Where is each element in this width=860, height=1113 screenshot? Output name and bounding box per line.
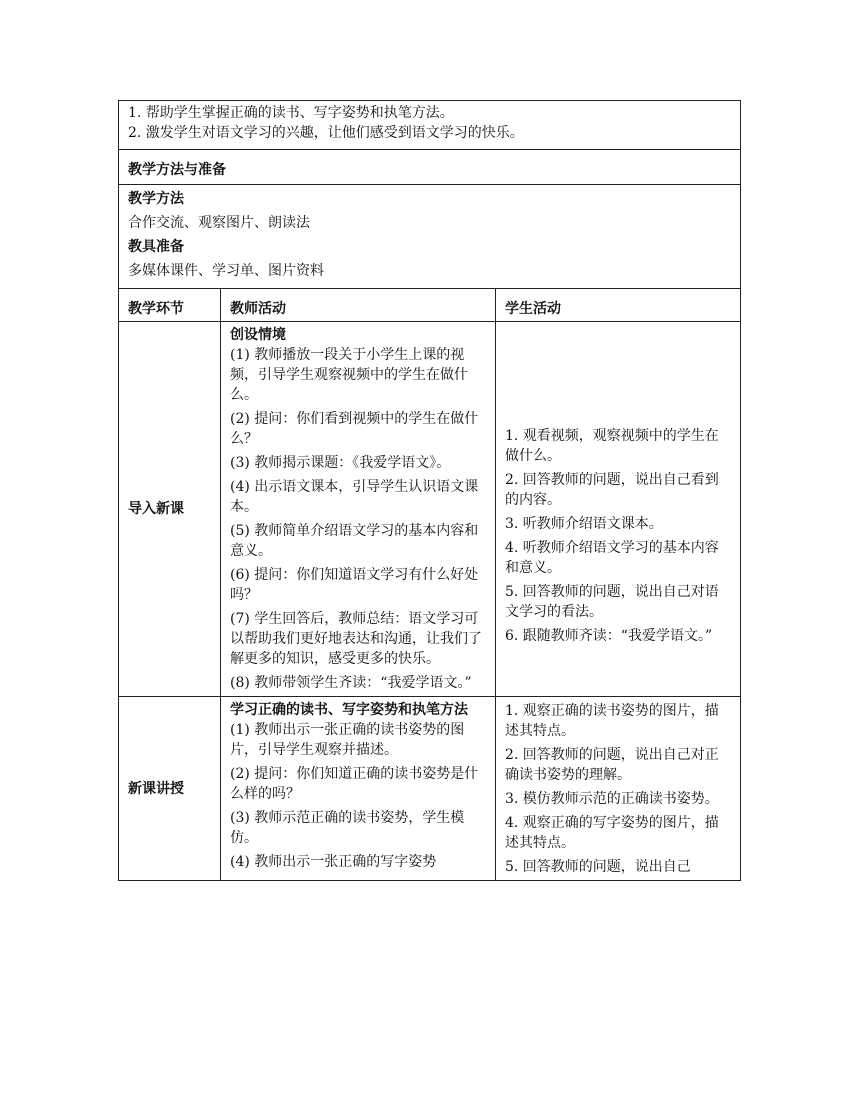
goals-row (119, 101, 741, 150)
list-item: (5) 教师简单介绍语文学习的基本内容和意义。 (230, 523, 479, 559)
list-item: 5. 回答教师的问题，说出自己对语文学习的看法。 (505, 584, 719, 620)
methods-section-title: 教学方法与准备 (119, 150, 741, 185)
stage-cell: 导入新课 (119, 322, 221, 697)
header-student: 学生活动 (496, 289, 741, 322)
list-item: (1) 教师播放一段关于小学生上课的视频，引导学生观察视频中的学生在做什么。 (230, 347, 468, 403)
methods-cell (119, 185, 741, 289)
table-row (119, 322, 741, 697)
student-activity-cell (496, 322, 741, 697)
header-stage: 教学环节 (119, 289, 221, 322)
list-item: 2. 回答教师的问题，说出自己看到的内容。 (505, 472, 719, 508)
list-item: 1. 观看视频，观察视频中的学生在做什么。 (505, 428, 719, 464)
list-item: (2) 提问：你们看到视频中的学生在做什么？ (230, 411, 479, 447)
table-row (119, 697, 741, 881)
teaching-method-heading: 教学方法 (128, 191, 184, 207)
list-item: 6. 跟随教师齐读：“我爱学语文。” (505, 628, 713, 644)
goal-item: 1. 帮助学生掌握正确的读书、写字姿势和执笔方法。 (128, 105, 454, 121)
list-item: (8) 教师带领学生齐读：“我爱学语文。” (230, 675, 472, 691)
header-teacher: 教师活动 (221, 289, 496, 322)
stage-cell: 新课讲授 (119, 697, 221, 881)
list-item: 2. 回答教师的问题，说出自己对正确读书姿势的理解。 (505, 747, 719, 783)
list-item: (6) 提问：你们知道语文学习有什么好处吗？ (230, 567, 479, 603)
teacher-activity-cell (221, 697, 496, 881)
lesson-plan-document (118, 100, 741, 881)
teaching-prep-heading: 教具准备 (128, 239, 184, 255)
list-item: (4) 教师出示一张正确的写字姿势 (230, 854, 437, 870)
list-item: 3. 模仿教师示范的正确读书姿势。 (505, 791, 719, 807)
list-item: (2) 提问：你们知道正确的读书姿势是什么样的吗？ (230, 766, 479, 802)
teacher-activity-title: 学习正确的读书、写字姿势和执笔方法 (230, 702, 468, 718)
teaching-method-text: 合作交流、观察图片、朗读法 (128, 215, 310, 231)
methods-title-row (119, 150, 741, 185)
teacher-activity-cell (221, 322, 496, 697)
list-item: 3. 听教师介绍语文课本。 (505, 516, 663, 532)
list-item: 1. 观察正确的读书姿势的图片，描述其特点。 (505, 703, 719, 739)
list-item: (3) 教师揭示课题：《我爱学语文》。 (230, 455, 451, 471)
list-item: 4. 观察正确的写字姿势的图片，描述其特点。 (505, 815, 719, 851)
list-item: 5. 回答教师的问题，说出自己 (505, 859, 691, 875)
list-item: (7) 学生回答后，教师总结：语文学习可以帮助我们更好地表达和沟通，让我们了解更多的知识，感受更多的快乐。 (230, 611, 482, 667)
goal-item: 2. 激发学生对语文学习的兴趣，让他们感受到语文学习的快乐。 (128, 125, 524, 141)
list-item: (3) 教师示范正确的读书姿势，学生模仿。 (230, 810, 465, 846)
list-item: (4) 出示语文课本，引导学生认识语文课本。 (230, 479, 479, 515)
list-item: (1) 教师出示一张正确的读书姿势的图片，引导学生观察并描述。 (230, 722, 465, 758)
list-item: 4. 听教师介绍语文学习的基本内容和意义。 (505, 540, 719, 576)
table-header-row (119, 289, 741, 322)
student-activity-cell (496, 697, 741, 881)
lesson-plan-table (118, 100, 741, 881)
teaching-prep-text: 多媒体课件、学习单、图片资料 (128, 263, 324, 279)
methods-content-row (119, 185, 741, 289)
goals-cell (119, 101, 741, 150)
teacher-activity-title: 创设情境 (230, 327, 286, 343)
